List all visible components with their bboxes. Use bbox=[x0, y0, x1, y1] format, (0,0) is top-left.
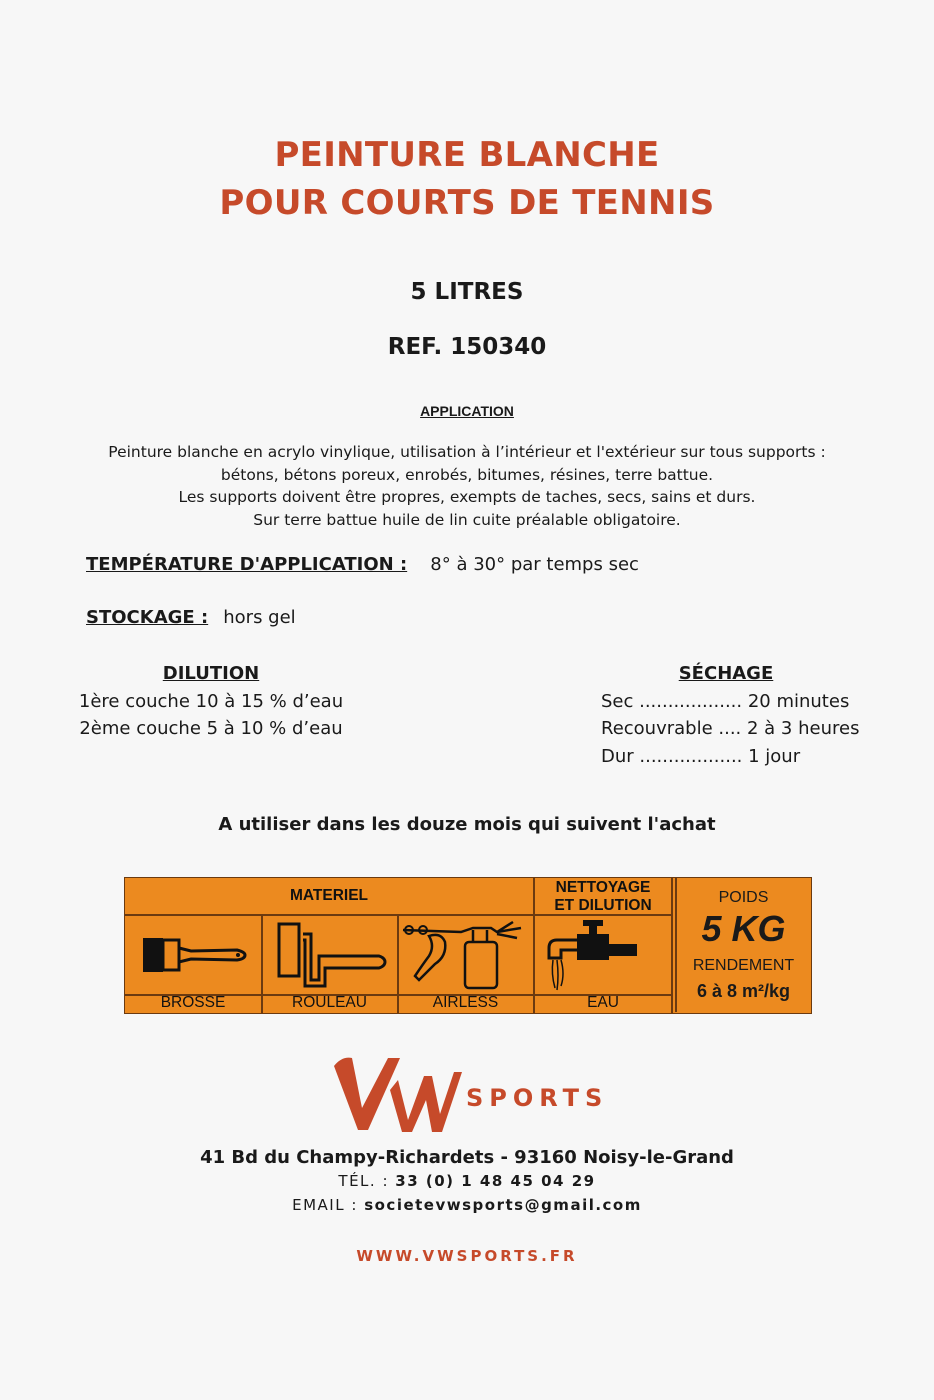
dilution-line: 2ème couche 5 à 10 % d’eau bbox=[79, 718, 343, 739]
drying-block bbox=[601, 660, 859, 770]
title-line-2: POUR COURTS DE TENNIS bbox=[219, 183, 715, 223]
cleaning-label-line: ET DILUTION bbox=[554, 897, 652, 914]
cleaning-label bbox=[535, 879, 671, 915]
roller-icon bbox=[273, 920, 391, 992]
tool-label-roller: ROULEAU bbox=[292, 994, 367, 1011]
faucet-icon bbox=[547, 918, 659, 994]
reference: REF. 150340 bbox=[387, 334, 547, 360]
storage-label: STOCKAGE : bbox=[86, 607, 209, 628]
title-line-1: PEINTURE BLANCHE bbox=[274, 135, 660, 175]
weight-panel bbox=[675, 878, 810, 1012]
drying-line: Dur .................. 1 jour bbox=[601, 745, 801, 767]
drying-line: Sec .................. 20 minutes bbox=[601, 690, 850, 712]
email-value[interactable]: societevwsports@gmail.com bbox=[364, 1196, 642, 1214]
spray-gun-icon bbox=[401, 918, 531, 994]
usage-note: A utiliser dans les douze mois qui suivent l'achat bbox=[218, 814, 716, 835]
product-label-box bbox=[124, 877, 812, 1014]
application-heading: APPLICATION bbox=[420, 403, 514, 419]
logo-text: SPORTS bbox=[466, 1084, 609, 1112]
phone-label: TÉL. : bbox=[338, 1172, 389, 1190]
temperature-label: TEMPÉRATURE D'APPLICATION : bbox=[86, 554, 408, 575]
application-line: bétons, bétons poreux, enrobés, bitumes, résines, terre battue. bbox=[220, 465, 714, 484]
vw-sports-logo bbox=[328, 1050, 618, 1136]
brush-icon bbox=[139, 928, 249, 988]
yield-value: 6 à 8 m²/kg bbox=[696, 981, 791, 1001]
phone-value: 33 (0) 1 48 45 04 29 bbox=[395, 1172, 596, 1190]
weight-label: POIDS bbox=[718, 889, 769, 906]
tool-label-airless: AIRLESS bbox=[432, 994, 499, 1011]
email-row bbox=[0, 1196, 934, 1214]
storage-row bbox=[86, 607, 296, 628]
storage-value: hors gel bbox=[223, 607, 296, 628]
water-label: EAU bbox=[587, 994, 619, 1011]
yield-label: RENDEMENT bbox=[692, 957, 795, 974]
address: 41 Bd du Champy-Richardets - 93160 Noisy-le-Grand bbox=[200, 1147, 734, 1168]
application-line: Peinture blanche en acrylo vinylique, utilisation à l’intérieur et l'extérieur sur tous supports : bbox=[108, 443, 826, 461]
drying-line: Recouvrable .... 2 à 3 heures bbox=[601, 718, 860, 739]
vw-logo-mark-icon bbox=[328, 1050, 464, 1136]
volume: 5 LITRES bbox=[410, 279, 524, 305]
application-text bbox=[0, 441, 934, 531]
dilution-line: 1ère couche 10 à 15 % d’eau bbox=[78, 690, 344, 712]
website-link[interactable]: WWW.VWSPORTS.FR bbox=[356, 1247, 578, 1265]
dilution-block bbox=[60, 660, 362, 743]
email-label: EMAIL : bbox=[292, 1196, 358, 1214]
drying-heading: SÉCHAGE bbox=[678, 663, 774, 684]
dilution-heading: DILUTION bbox=[162, 663, 260, 684]
cleaning-label-line: NETTOYAGE bbox=[555, 879, 651, 896]
application-line: Sur terre battue huile de lin cuite préalable obligatoire. bbox=[253, 510, 681, 529]
phone-row bbox=[0, 1172, 934, 1190]
temperature-value: 8° à 30° par temps sec bbox=[430, 554, 639, 575]
materiel-label: MATERIEL bbox=[289, 887, 369, 904]
application-line: Les supports doivent être propres, exempts de taches, secs, sains et durs. bbox=[178, 488, 756, 506]
tool-label-brush: BROSSE bbox=[160, 994, 226, 1011]
weight-value: 5 KG bbox=[701, 908, 786, 949]
temperature-row bbox=[86, 554, 639, 575]
